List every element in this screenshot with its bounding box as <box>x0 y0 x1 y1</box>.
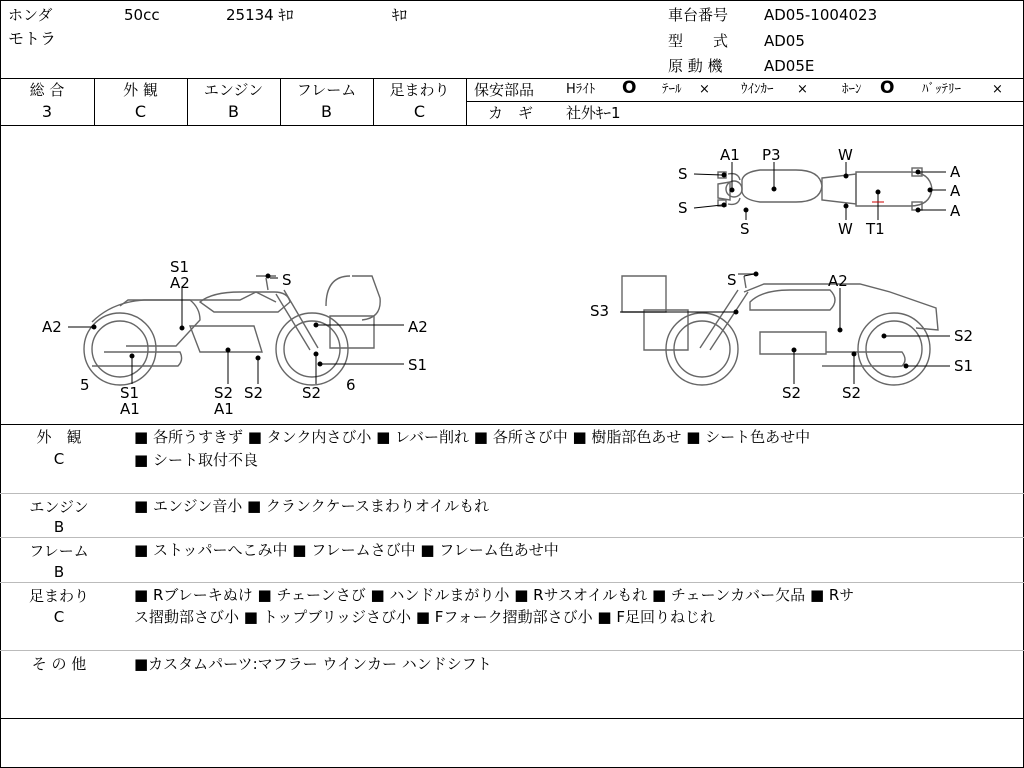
label-right-s2-b: S2 <box>842 384 862 402</box>
label-left-a1-b: A1 <box>214 400 234 418</box>
label-left-s: S <box>282 271 292 289</box>
remark-text-suspension-1: ■ Rブレーキぬけ ■ チェーンさび ■ ハンドルまがり小 ■ Rサスオイルもれ ■ チェーンカバー欠品 ■ Rサ <box>134 586 855 604</box>
right-side-motorcycle <box>622 274 938 385</box>
safety-label: 保安部品 <box>474 81 535 99</box>
displacement: 50cc <box>124 6 160 24</box>
remark-label-appearance: 外 観 <box>36 428 82 446</box>
grade-label-frame: フレーム <box>296 81 357 99</box>
label-right-s1: S1 <box>954 357 974 375</box>
engine-label: 原 動 機 <box>668 57 723 75</box>
safety-mark-horn: O <box>880 78 895 98</box>
label-right-s2: S2 <box>954 327 974 345</box>
remark-grade-suspension: C <box>53 608 65 626</box>
safety-item-battery: ﾊﾞｯﾃﾘｰ <box>922 82 961 97</box>
left-side-motorcycle <box>84 276 380 385</box>
label-a-rear1: A <box>950 163 961 181</box>
safety-mark-headlight: O <box>622 78 637 98</box>
label-left-s2-c: S2 <box>302 384 322 402</box>
label-left-6: 6 <box>346 376 356 394</box>
frame-no: AD05-1004023 <box>764 6 878 24</box>
grade-label-appearance: 外 観 <box>123 81 158 99</box>
safety-item-winker: ｳｲﾝｶｰ <box>741 82 774 97</box>
label-s-top3: S <box>740 220 750 238</box>
grade-label-engine: エンジン <box>203 81 264 99</box>
label-left-s2-a: S2 <box>214 384 234 402</box>
grade-value-suspension: C <box>413 102 426 121</box>
grade-label-overall: 総 合 <box>29 81 65 99</box>
remark-grade-appearance: C <box>53 450 65 468</box>
remark-grade-frame: B <box>53 563 65 581</box>
grade-value-engine: B <box>228 102 239 121</box>
grade-value-appearance: C <box>134 102 147 121</box>
frame-no-label: 車台番号 <box>668 6 729 24</box>
label-left-a1-bottom: A1 <box>120 400 140 418</box>
divider <box>466 101 1024 102</box>
remark-text-suspension-2: ス摺動部さび小 ■ トップブリッジさび小 ■ Fフォーク摺動部さび小 ■ F足回りねじれ <box>134 608 715 626</box>
remark-grade-engine: B <box>53 518 65 536</box>
label-left-a2-rear: A2 <box>408 318 428 336</box>
label-right-s3: S3 <box>590 302 610 320</box>
model-name: モトラ <box>8 29 57 48</box>
safety-item-horn: ﾎｰﾝ <box>842 82 862 97</box>
remark-text-appearance-2: ■ シート取付不良 <box>134 451 258 469</box>
divider <box>0 78 1024 79</box>
type-label: 型 式 <box>668 32 729 50</box>
label-a-rear3: A <box>950 202 961 220</box>
grade-label-suspension: 足まわり <box>389 81 450 99</box>
damage-diagram <box>0 126 1024 424</box>
remark-text-other: ■カスタムパーツ:マフラー ウインカー ハンドシフト <box>134 655 492 673</box>
label-w-top: W <box>838 146 853 164</box>
label-a1-top: A1 <box>720 146 740 164</box>
top-view-motorcycle <box>718 168 932 210</box>
safety-item-headlight: Hﾗｲﾄ <box>566 82 596 97</box>
remark-text-appearance-1: ■ 各所うすきず ■ タンク内さび小 ■ レバー削れ ■ 各所さび中 ■ 樹脂部色あせ ■ シート色あせ中 <box>134 428 811 446</box>
remark-text-frame: ■ ストッパーへこみ中 ■ フレームさび中 ■ フレーム色あせ中 <box>134 541 559 559</box>
maker: ホンダ <box>8 6 53 24</box>
label-left-s1: S1 <box>170 258 190 276</box>
safety-mark-battery: × <box>992 82 1003 97</box>
label-left-s1-rear: S1 <box>408 356 428 374</box>
label-w-bottom: W <box>838 220 853 238</box>
remark-text-engine: ■ エンジン音小 ■ クランクケースまわりオイルもれ <box>134 497 490 515</box>
label-p3: P3 <box>762 146 781 164</box>
engine-value: AD05E <box>764 57 815 75</box>
label-s-top1: S <box>678 165 688 183</box>
label-a-rear2: A <box>950 182 961 200</box>
mileage: 25134 ｷﾛ <box>226 6 294 24</box>
key-value: 社外ｷｰ1 <box>566 104 621 122</box>
safety-item-tail: ﾃｰﾙ <box>662 82 682 97</box>
remark-label-engine: エンジン <box>29 498 89 516</box>
mileage-unit: ｷﾛ <box>392 6 408 24</box>
remark-label-suspension: 足まわり <box>28 587 89 605</box>
grade-value-overall: 3 <box>41 102 53 121</box>
label-left-s1-bottom: S1 <box>120 384 140 402</box>
remark-label-other: そ の 他 <box>31 655 87 673</box>
remark-label-frame: フレーム <box>29 542 89 560</box>
label-right-a2: A2 <box>828 272 848 290</box>
label-left-5: 5 <box>80 376 90 394</box>
label-left-s2-b: S2 <box>244 384 264 402</box>
grade-value-frame: B <box>321 102 332 121</box>
label-left-a2: A2 <box>170 274 190 292</box>
safety-mark-winker: × <box>797 82 808 97</box>
type-value: AD05 <box>764 32 805 50</box>
label-left-a2-front: A2 <box>42 318 62 336</box>
safety-mark-tail: × <box>699 82 710 97</box>
label-t1: T1 <box>866 220 885 238</box>
key-label: カ ギ <box>488 104 534 122</box>
label-s-top2: S <box>678 199 688 217</box>
label-right-s2-a: S2 <box>782 384 802 402</box>
label-right-s: S <box>727 271 737 289</box>
